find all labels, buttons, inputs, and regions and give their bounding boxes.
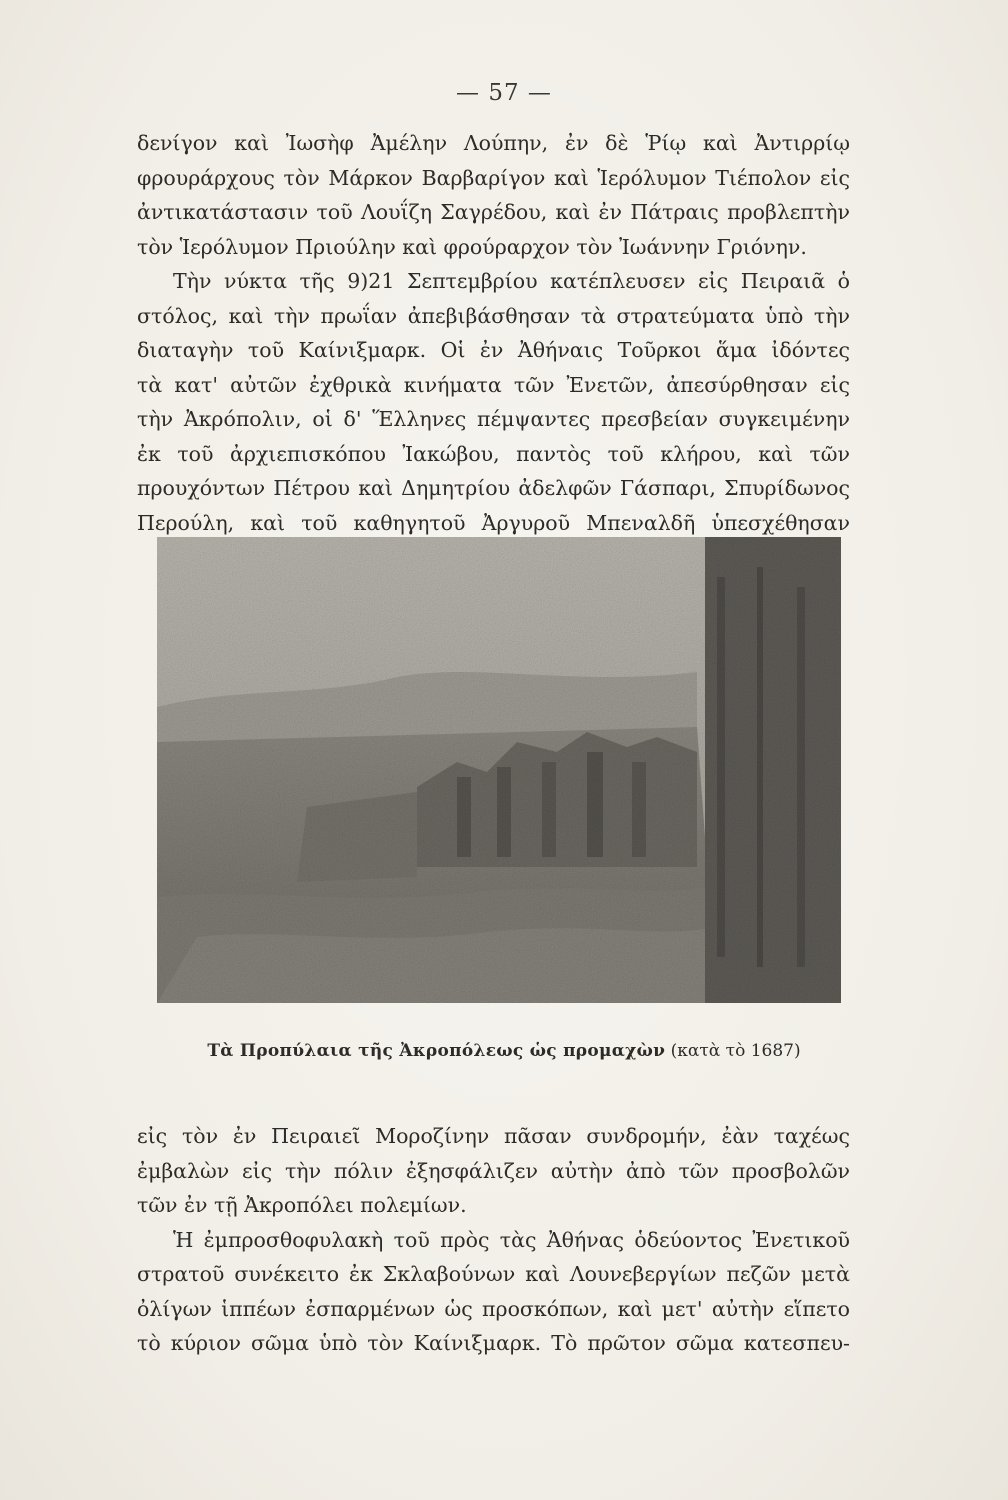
propylaea-engraving	[157, 537, 841, 1003]
text-line: τὸ κύριον σῶμα ὑπὸ τὸν Καίνιξμαρκ. Τὸ πρῶτον σῶμα κατεσπευ-	[137, 1331, 850, 1355]
text-line: Περούλη, καὶ τοῦ καθηγητοῦ Ἀργυροῦ Μπεναλδῆ ὑπεσχέθησαν	[137, 510, 850, 535]
text-line: προυχόντων Πέτρου καὶ Δημητρίου ἀδελφῶν Γάσπαρι, Σπυρίδωνος	[137, 476, 850, 500]
text-line: Τὴν νύκτα τῆς 9)21 Σεπτεμβρίου κατέπλευσεν εἰς Πειραιᾶ ὁ	[173, 269, 850, 293]
text-block-top	[137, 126, 850, 540]
text-line: εἰς τὸν ἐν Πειραιεῖ Μοροζίνην πᾶσαν συνδρομήν, ἐὰν ταχέως	[137, 1124, 850, 1148]
text-line: στρατοῦ συνέκειτο ἐκ Σκλαβούνων καὶ Λουνεβεργίων πεζῶν μετὰ	[137, 1262, 850, 1286]
text-line: Ἡ ἐμπροσθοφυλακὴ τοῦ πρὸς τὰς Ἀθήνας ὁδεύοντος Ἐνετικοῦ	[173, 1227, 850, 1252]
text-line: ἀντικατάστασιν τοῦ Λουΐζη Σαγρέδου, καὶ ἐν Πάτραις προβλεπτὴν	[137, 200, 850, 224]
page-number: — 57 —	[456, 80, 552, 106]
text-line: ὀλίγων ἱππέων ἐσπαρμένων ὡς προσκόπων, καὶ μετ' αὐτὴν εἵπετο	[137, 1296, 850, 1321]
plate-caption	[0, 1041, 1008, 1061]
caption-date: (κατὰ τὸ 1687)	[670, 1041, 801, 1061]
text-line: φρουράρχους τὸν Μάρκον Βαρβαρίγον καὶ Ἱερόλυμον Τιέπολον εἰς	[137, 165, 850, 190]
text-line: τὰ κατ' αὐτῶν ἐχθρικὰ κινήματα τῶν Ἐνετῶν, ἀπεσύρθησαν εἰς	[137, 372, 850, 397]
text-line: τῶν ἐν τῇ Ἀκροπόλει πολεμίων.	[137, 1193, 467, 1217]
text-line: ἐκ τοῦ ἀρχιεπισκόπου Ἰακώβου, παντὸς τοῦ κλήρου, καὶ τῶν	[137, 441, 850, 466]
caption-title: Τὰ Προπύλαια τῆς Ἀκροπόλεως ὡς προμαχὼν	[207, 1041, 666, 1061]
text-line: τὸν Ἱερόλυμον Πριούλην καὶ φρούραρχον τὸν Ἰωάννην Γριόνην.	[137, 234, 807, 259]
text-line: δενίγον καὶ Ἰωσὴφ Ἀμέλην Λούπην, ἐν δὲ Ῥίῳ καὶ Ἀντιρρίῳ	[137, 131, 850, 155]
text-line: τὴν Ἀκρόπολιν, οἱ δ' Ἕλληνες πέμψαντες πρεσβείαν συγκειμένην	[137, 407, 850, 431]
text-block-bottom	[137, 1119, 850, 1361]
text-line: στόλος, καὶ τὴν πρωΐαν ἀπεβιβάσθησαν τὰ στρατεύματα ὑπὸ τὴν	[137, 303, 850, 328]
text-line: διαταγὴν τοῦ Καίνιξμαρκ. Οἱ ἐν Ἀθήναις Τοῦρκοι ἅμα ἰδόντες	[137, 338, 850, 362]
text-line: ἐμβαλὼν εἰς τὴν πόλιν ἐξησφάλιζεν αὐτὴν ἀπὸ τῶν προσβολῶν	[137, 1158, 850, 1183]
